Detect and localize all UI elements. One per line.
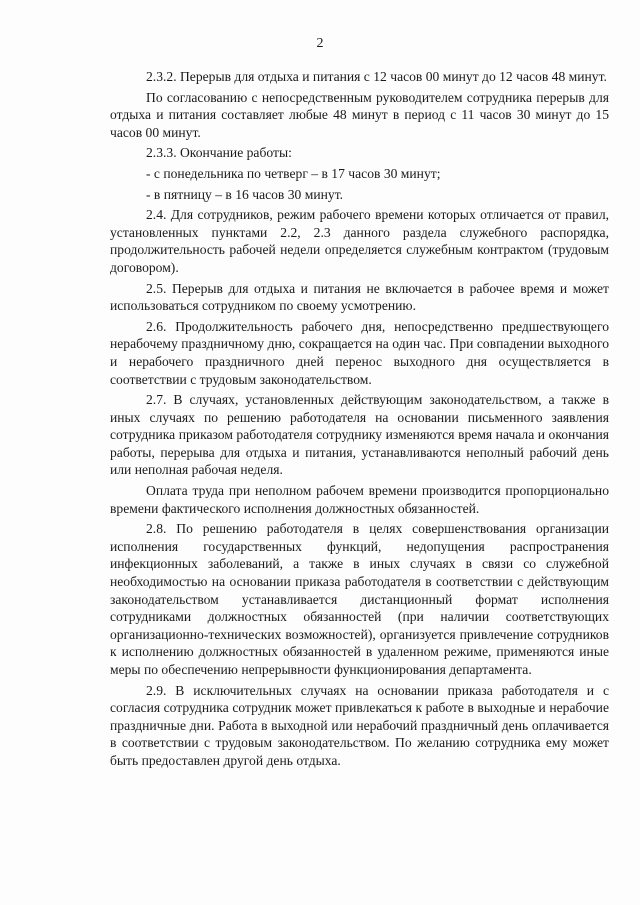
paragraph-2-6: 2.6. Продолжительность рабочего дня, непосредственно предшествующего нерабочему праздничному дню, сокращается на один час. При совпадении выходного и нерабочего праздничного дней перенос выходного дня осуществляется в соответствии с трудовым законодательством. — [110, 318, 609, 387]
list-item-mon-thu: - с понедельника по четверг – в 17 часов 30 минут; — [146, 165, 441, 181]
paragraph-2-3-2: 2.3.2. Перерыв для отдыха и питания с 12 часов 00 минут до 12 часов 48 минут. — [146, 69, 607, 84]
document-body — [110, 68, 609, 773]
paragraph-2-3-3: 2.3.3. Окончание работы: — [146, 145, 292, 161]
paragraph-break-agreement: По согласованию с непосредственным руководителем сотрудника перерыв для отдыха и питания составляет любые 48 минут в период с 11 часов 30 минут до 15 часов 00 минут. — [110, 89, 609, 140]
paragraph-2-4: 2.4. Для сотрудников, режим рабочего времени которых отличается от правил, установленных пунктами 2.2, 2.3 данного раздела служебного распорядка, продолжительность рабочей недели определяется служебным контрактом (трудовым договором). — [110, 207, 609, 275]
paragraph-2-9: 2.9. В исключительных случаях на основании приказа работодателя и с согласия сотрудника сотрудник может привлекаться к работе в выходные и нерабочие праздничные дни. Работа в выходной или нерабочий праздничный день оплачивается в соответствии с трудовым законодательством. По желанию сотрудника ему может быть предоставлен другой день отдыха. — [110, 682, 609, 768]
list-item-friday: - в пятницу – в 16 часов 30 минут. — [146, 186, 344, 202]
paragraph-2-5: 2.5. Перерыв для отдыха и питания не включается в рабочее время и может использоваться сотрудником по своему усмотрению. — [110, 280, 609, 314]
page-number: 2 — [316, 36, 324, 51]
paragraph-payment: Оплата труда при неполном рабочем времени производится пропорционально времени фактического исполнения должностных обязанностей. — [110, 483, 609, 516]
paragraph-2-8: 2.8. По решению работодателя в целях совершенствования организации исполнения государственных функций, недопущения распространения инфекционных заболеваний, а также в иных случаях в связи со служебной необходимостью на основании приказа работодателя в соответствии с действующим законодательством устанавливается дистанционный формат исполнения сотрудниками должностных обязанностей (при наличии соответствующих организационно-технических возможностей), организуется привлечение сотрудников к исполнению должностных обязанностей в удаленном режиме, применяются иные меры по обеспечению непрерывности функционирования департамента. — [110, 521, 609, 677]
paragraph-2-7: 2.7. В случаях, установленных действующим законодательством, а также в иных случаях по решению работодателя на основании письменного заявления сотрудника приказом работодателя сотруднику изменяются время начала и окончания работы, перерыва для отдыха и питания, устанавливаются неполный рабочий день или неполная рабочая неделя. — [110, 392, 609, 478]
